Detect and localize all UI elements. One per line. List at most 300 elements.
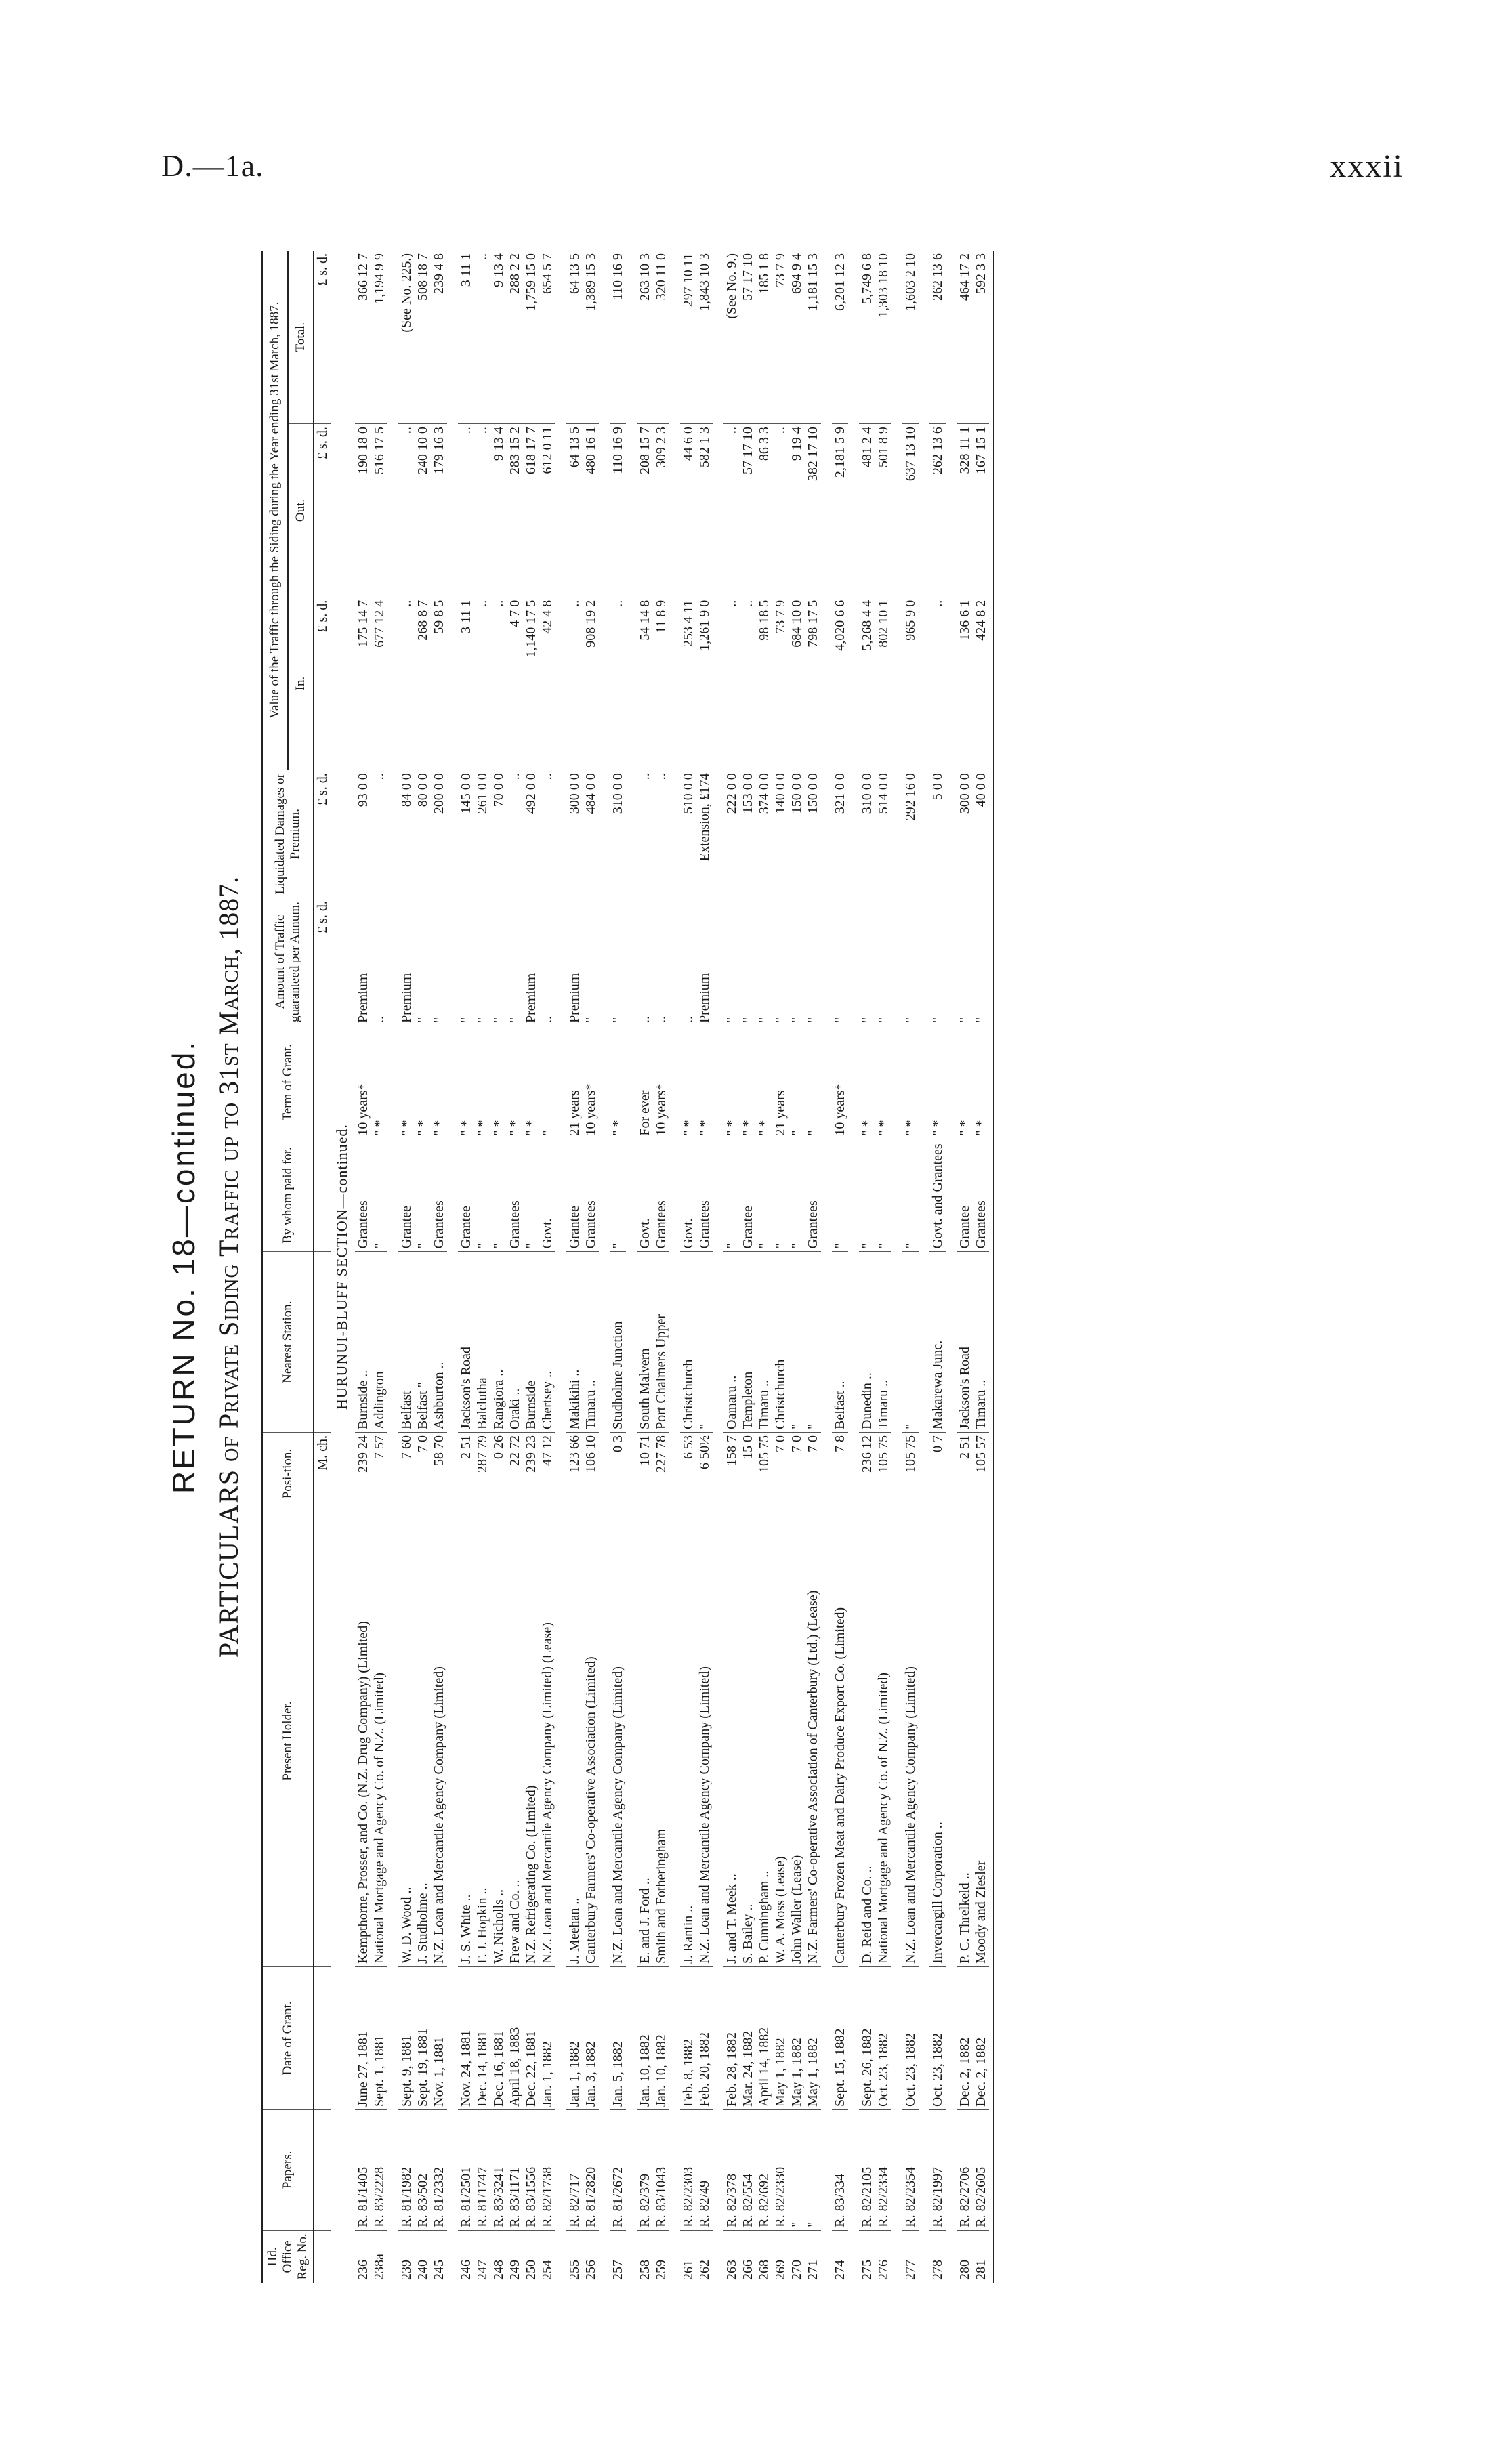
cell-position: 7 60 (398, 1432, 415, 1515)
cell-out: 612 0 11 (539, 424, 555, 597)
cell-damages: 484 0 0 (583, 770, 599, 898)
cell-holder: Frew and Co. .. (507, 1515, 523, 1967)
cell-term: " * (902, 1026, 919, 1139)
cell-station: Dunedin .. (859, 1252, 875, 1433)
cell-out: 480 16 1 (583, 424, 599, 597)
cell-paid: " (772, 1139, 789, 1252)
cell-papers: R. 83/334 (832, 2109, 848, 2230)
siding-traffic-table (261, 251, 994, 2283)
cell-damages: 310 0 0 (610, 770, 626, 898)
table-row (929, 251, 946, 2283)
cell-date: Oct. 23, 1882 (875, 1966, 891, 2109)
cell-reg-no: 269 (772, 2230, 789, 2283)
col-term: Term of Grant. (262, 1026, 314, 1139)
col-papers: Papers. (262, 2109, 314, 2230)
cell-in: .. (566, 597, 583, 770)
col-holder: Present Holder. (262, 1515, 314, 1967)
cell-amount: .. (539, 898, 555, 1026)
table-row (653, 251, 669, 2283)
cell-out: 190 18 0 (355, 424, 371, 597)
cell-position: 6 53 (680, 1432, 696, 1515)
cell-in: 908 19 2 (583, 597, 599, 770)
cell-paid: Govt. (637, 1139, 653, 1252)
row-spacer (848, 251, 859, 2283)
cell-amount: .. (653, 898, 669, 1026)
cell-position: 22 72 (507, 1432, 523, 1515)
cell-term: 10 years* (583, 1026, 599, 1139)
cell-position: 7 57 (371, 1432, 387, 1515)
cell-in: 424 8 2 (973, 597, 989, 770)
unit-position: M. ch. (314, 1432, 331, 1515)
cell-out: 2,181 5 9 (832, 424, 848, 597)
cell-damages: 150 0 0 (789, 770, 805, 898)
cell-in: .. (929, 597, 946, 770)
cell-amount: " (458, 898, 474, 1026)
cell-papers: R. 82/2605 (973, 2109, 989, 2230)
col-hd-office: Hd. Office Reg. No. (262, 2230, 314, 2283)
cell-holder: P. Cunningham .. (756, 1515, 772, 1967)
cell-amount: " (973, 898, 989, 1026)
cell-total: 1,603 2 10 (903, 253, 918, 311)
cell-amount: " (507, 898, 523, 1026)
cell-total: (See No. 225.) (399, 253, 414, 333)
cell-out: 9 19 4 (789, 424, 805, 597)
cell-paid: Grantee (398, 1139, 415, 1252)
table-row (875, 251, 891, 2283)
row-spacer (555, 251, 566, 2283)
cell-holder: Canterbury Farmers' Co-operative Association (Limited) (583, 1515, 599, 1967)
cell-position: 47 12 (539, 1432, 555, 1515)
row-spacer (919, 251, 929, 2283)
cell-holder: F. J. Hopkin .. (474, 1515, 490, 1967)
cell-term: " * (723, 1026, 740, 1139)
cell-date: Dec. 16, 1881 (490, 1966, 507, 2109)
cell-position: 7 8 (832, 1432, 848, 1515)
cell-reg-no: 246 (458, 2230, 474, 2283)
cell-station: Burnside .. (355, 1252, 371, 1433)
cell-holder: J. Studholme .. (415, 1515, 431, 1967)
cell-out: 618 17 7 (523, 424, 539, 597)
cell-station: Timaru .. (756, 1252, 772, 1433)
cell-damages: .. (637, 770, 653, 898)
cell-amount: .. (637, 898, 653, 1026)
cell-papers: R. 82/379 (637, 2109, 653, 2230)
cell-amount: Premium (355, 898, 371, 1026)
cell-term: " * (696, 1026, 713, 1139)
table-row (789, 251, 805, 2283)
cell-papers: R. 82/2334 (875, 2109, 891, 2230)
cell-term: " * (973, 1026, 989, 1139)
cell-date: Jan. 10, 1882 (653, 1966, 669, 2109)
cell-total: 366 12 7 (356, 253, 371, 301)
cell-reg-no: 281 (973, 2230, 989, 2283)
cell-term: " * (398, 1026, 415, 1139)
cell-total: 57 17 10 (740, 253, 755, 301)
cell-reg-no: 245 (431, 2230, 447, 2283)
cell-term: " * (458, 1026, 474, 1139)
cell-amount: " (902, 898, 919, 1026)
cell-papers: R. 81/2501 (458, 2109, 474, 2230)
cell-term: " * (875, 1026, 891, 1139)
cell-reg-no: 257 (610, 2230, 626, 2283)
return-heading: RETURN No. 18—continued. (166, 1039, 201, 1494)
cell-term: " * (507, 1026, 523, 1139)
cell-in: 5,268 4 4 (859, 597, 875, 770)
cell-papers: R. 81/1982 (398, 2109, 415, 2230)
cell-station: Chertsey .. (539, 1252, 555, 1433)
cell-reg-no: 262 (696, 2230, 713, 2283)
cell-damages: 510 0 0 (680, 770, 696, 898)
cell-out: .. (458, 424, 474, 597)
cell-position: 0 26 (490, 1432, 507, 1515)
cell-damages: 150 0 0 (805, 770, 821, 898)
cell-in: .. (474, 597, 490, 770)
cell-term: " * (610, 1026, 626, 1139)
table-row (859, 251, 875, 2283)
cell-paid: Govt. (539, 1139, 555, 1252)
cell-holder: Moody and Ziesler (973, 1515, 989, 1967)
cell-total: 110 16 9 (610, 253, 625, 301)
cell-reg-no: 258 (637, 2230, 653, 2283)
cell-term: " * (415, 1026, 431, 1139)
cell-amount: " (474, 898, 490, 1026)
cell-amount: " (490, 898, 507, 1026)
cell-date: Nov. 1, 1881 (431, 1966, 447, 2109)
cell-out: 637 13 10 (902, 424, 919, 597)
cell-reg-no: 239 (398, 2230, 415, 2283)
cell-paid: Grantees (355, 1139, 371, 1252)
cell-paid: " (723, 1139, 740, 1252)
cell-holder: P. C. Threlkeld .. (957, 1515, 973, 1967)
cell-position: 58 70 (431, 1432, 447, 1515)
cell-date: Feb. 8, 1882 (680, 1966, 696, 2109)
cell-holder: S. Bailey .. (740, 1515, 756, 1967)
cell-total: 1,759 15 0 (524, 253, 539, 311)
cell-in: 684 10 0 (789, 597, 805, 770)
cell-station: Ashburton .. (431, 1252, 447, 1433)
cell-damages: 70 0 0 (490, 770, 507, 898)
table-row (583, 251, 599, 2283)
cell-term: " * (523, 1026, 539, 1139)
cell-in: 42 4 8 (539, 597, 555, 770)
cell-paid: Grantees (696, 1139, 713, 1252)
cell-holder: N.Z. Loan and Mercantile Agency Company (Limited) (431, 1515, 447, 1967)
cell-papers: R. 83/1556 (523, 2109, 539, 2230)
cell-in: 802 10 1 (875, 597, 891, 770)
cell-in: .. (490, 597, 507, 770)
report-reference: D.—1a. (161, 148, 264, 183)
cell-station: Timaru .. (583, 1252, 599, 1433)
cell-holder: Kempthorne, Prosser, and Co. (N.Z. Drug Company) (Limited) (355, 1515, 371, 1967)
cell-out: .. (723, 424, 740, 597)
cell-amount: Premium (566, 898, 583, 1026)
cell-in: 73 7 9 (772, 597, 789, 770)
cell-in: 1,261 9 0 (696, 597, 713, 770)
col-station: Nearest Station. (262, 1252, 314, 1433)
cell-date: Sept. 19, 1881 (415, 1966, 431, 2109)
col-in: In. (288, 597, 314, 770)
cell-papers: R. 82/1997 (929, 2109, 946, 2230)
cell-in: 98 18 5 (756, 597, 772, 770)
cell-out: 582 1 3 (696, 424, 713, 597)
cell-holder: N.Z. Loan and Mercantile Agency Company (Limited) (696, 1515, 713, 1967)
cell-amount: .. (680, 898, 696, 1026)
cell-holder: J. Meehan .. (566, 1515, 583, 1967)
cell-reg-no: 250 (523, 2230, 539, 2283)
cell-out: 382 17 10 (805, 424, 821, 597)
table-row (772, 251, 789, 2283)
cell-position: 6 50½ (696, 1432, 713, 1515)
cell-paid: " (610, 1139, 626, 1252)
cell-amount: " (772, 898, 789, 1026)
cell-total: 1,843 10 3 (697, 253, 712, 311)
cell-station: " (902, 1252, 919, 1433)
cell-date: May 1, 1882 (789, 1966, 805, 2109)
cell-term: " * (680, 1026, 696, 1139)
cell-amount: Premium (398, 898, 415, 1026)
cell-date: June 27, 1881 (355, 1966, 371, 2109)
table-row (490, 251, 507, 2283)
cell-position: 7 0 (772, 1432, 789, 1515)
cell-paid: Grantee (458, 1139, 474, 1252)
cell-paid: " (832, 1139, 848, 1252)
cell-reg-no: 268 (756, 2230, 772, 2283)
cell-position: 7 0 (415, 1432, 431, 1515)
cell-papers: R. 82/49 (696, 2109, 713, 2230)
col-paid: By whom paid for. (262, 1139, 314, 1252)
cell-paid: Grantees (653, 1139, 669, 1252)
cell-date: May 1, 1882 (772, 1966, 789, 2109)
cell-paid: " (756, 1139, 772, 1252)
cell-in: 3 11 1 (458, 597, 474, 770)
col-out: Out. (288, 424, 314, 597)
cell-papers: " (789, 2109, 805, 2230)
cell-station: Templeton (740, 1252, 756, 1433)
cell-paid: Grantees (583, 1139, 599, 1252)
cell-in: 1,140 17 5 (523, 597, 539, 770)
cell-paid: " (789, 1139, 805, 1252)
cell-station: Makarewa Junc. (929, 1252, 946, 1433)
cell-in: .. (740, 597, 756, 770)
cell-damages: 222 0 0 (723, 770, 740, 898)
cell-out: 240 10 0 (415, 424, 431, 597)
table-row (398, 251, 415, 2283)
cell-holder: W. A. Moss (Lease) (772, 1515, 789, 1967)
row-spacer (626, 251, 637, 2283)
cell-out: 44 6 0 (680, 424, 696, 597)
row-spacer (891, 251, 902, 2283)
cell-damages: 200 0 0 (431, 770, 447, 898)
cell-station: " (696, 1252, 713, 1433)
cell-total: 6,201 12 3 (833, 253, 847, 311)
cell-total: 592 3 3 (973, 253, 988, 294)
table-row (696, 251, 713, 2283)
cell-station: Balclutha (474, 1252, 490, 1433)
cell-in: 677 12 4 (371, 597, 387, 770)
cell-damages: Extension, £174 (696, 770, 713, 898)
cell-reg-no: 249 (507, 2230, 523, 2283)
cell-holder: Canterbury Frozen Meat and Dairy Produce Export Co. (Limited) (832, 1515, 848, 1967)
cell-damages: 140 0 0 (772, 770, 789, 898)
cell-paid: " (902, 1139, 919, 1252)
cell-date: Mar. 24, 1882 (740, 1966, 756, 2109)
cell-station: Belfast " (415, 1252, 431, 1433)
cell-papers: " (805, 2109, 821, 2230)
table-row (637, 251, 653, 2283)
cell-station: Burnside (523, 1252, 539, 1433)
cell-papers: R. 82/717 (566, 2109, 583, 2230)
cell-papers: R. 83/2228 (371, 2109, 387, 2230)
cell-total: 1,181 15 3 (805, 253, 820, 311)
cell-damages: 300 0 0 (957, 770, 973, 898)
cell-reg-no: 275 (859, 2230, 875, 2283)
cell-date: Sept. 15, 1882 (832, 1966, 848, 2109)
cell-in: 965 9 0 (902, 597, 919, 770)
cell-paid: " (490, 1139, 507, 1252)
page-number: xxxii (1330, 148, 1404, 184)
cell-amount: " (929, 898, 946, 1026)
cell-out: 167 15 1 (973, 424, 989, 597)
table-row (539, 251, 555, 2283)
cell-position: 7 0 (789, 1432, 805, 1515)
cell-date: April 14, 1882 (756, 1966, 772, 2109)
cell-reg-no: 247 (474, 2230, 490, 2283)
cell-out: 309 2 3 (653, 424, 669, 597)
cell-position: 105 57 (973, 1432, 989, 1515)
col-damages: Liquidated Damages or Premium. (262, 770, 314, 898)
cell-reg-no: 274 (832, 2230, 848, 2283)
cell-station: Rangiora .. (490, 1252, 507, 1433)
row-spacer (599, 251, 610, 2283)
cell-amount: " (415, 898, 431, 1026)
cell-damages: 5 0 0 (929, 770, 946, 898)
cell-amount: " (805, 898, 821, 1026)
cell-papers: R. 82/378 (723, 2109, 740, 2230)
cell-holder: National Mortgage and Agency Co. of N.Z. (Limited) (371, 1515, 387, 1967)
cell-holder: N.Z. Farmers' Co-operative Association of Canterbury (Ltd.) (Lease) (805, 1515, 821, 1967)
cell-reg-no: 236 (355, 2230, 371, 2283)
cell-total: 5,749 6 8 (860, 253, 875, 304)
table-row (458, 251, 474, 2283)
cell-holder: National Mortgage and Agency Co. of N.Z. (Limited) (875, 1515, 891, 1967)
cell-term: 21 years (566, 1026, 583, 1139)
cell-paid: Grantee (957, 1139, 973, 1252)
cell-out: .. (474, 424, 490, 597)
cell-position: 123 66 (566, 1432, 583, 1515)
cell-out: .. (398, 424, 415, 597)
cell-station: South Malvern (637, 1252, 653, 1433)
cell-out: 481 2 4 (859, 424, 875, 597)
cell-holder: Smith and Fotheringham (653, 1515, 669, 1967)
cell-term: 10 years* (653, 1026, 669, 1139)
cell-papers: R. 83/3241 (490, 2109, 507, 2230)
cell-reg-no: 280 (957, 2230, 973, 2283)
cell-out: 283 15 2 (507, 424, 523, 597)
cell-total: 508 18 7 (415, 253, 430, 301)
cell-damages: 514 0 0 (875, 770, 891, 898)
cell-damages: 374 0 0 (756, 770, 772, 898)
cell-date: April 18, 1883 (507, 1966, 523, 2109)
cell-amount: " (583, 898, 599, 1026)
cell-position: 239 23 (523, 1432, 539, 1515)
cell-amount: " (957, 898, 973, 1026)
cell-amount: " (859, 898, 875, 1026)
cell-date: Nov. 24, 1881 (458, 1966, 474, 2109)
cell-term: " * (371, 1026, 387, 1139)
cell-amount: Premium (696, 898, 713, 1026)
cell-paid: " (474, 1139, 490, 1252)
cell-total: 73 7 9 (773, 253, 788, 287)
table-row (973, 251, 989, 2283)
cell-damages: 310 0 0 (859, 770, 875, 898)
cell-paid: " (415, 1139, 431, 1252)
cell-date: Oct. 23, 1882 (902, 1966, 919, 2109)
cell-papers: R. 82/2354 (902, 2109, 919, 2230)
cell-damages: 153 0 0 (740, 770, 756, 898)
cell-holder: John Waller (Lease) (789, 1515, 805, 1967)
cell-papers: R. 81/2332 (431, 2109, 447, 2230)
table-row (680, 251, 696, 2283)
cell-term: 10 years* (355, 1026, 371, 1139)
cell-out: 262 13 6 (929, 424, 946, 597)
table-row (474, 251, 490, 2283)
cell-paid: Govt. and Grantees (929, 1139, 946, 1252)
cell-station: Jackson's Road (458, 1252, 474, 1433)
cell-station: " (805, 1252, 821, 1433)
table-row (371, 251, 387, 2283)
cell-papers: R. 82/2330 (772, 2109, 789, 2230)
cell-station: Addington (371, 1252, 387, 1433)
cell-reg-no: 254 (539, 2230, 555, 2283)
cell-position: 15 0 (740, 1432, 756, 1515)
cell-amount: .. (371, 898, 387, 1026)
cell-total: 263 10 3 (637, 253, 652, 301)
cell-holder: E. and J. Ford .. (637, 1515, 653, 1967)
cell-out: 110 16 9 (610, 424, 626, 597)
particulars-heading: PARTICULARS of Private Siding Traffic up to 31st March, 1887. (213, 875, 244, 1658)
cell-damages: 492 0 0 (523, 770, 539, 898)
cell-position: 158 7 (723, 1432, 740, 1515)
row-spacer (447, 251, 458, 2283)
cell-in: 175 14 7 (355, 597, 371, 770)
cell-position: 227 78 (653, 1432, 669, 1515)
col-date: Date of Grant. (262, 1966, 314, 2109)
cell-in: .. (610, 597, 626, 770)
cell-out: 516 17 5 (371, 424, 387, 597)
cell-damages: 292 16 0 (902, 770, 919, 898)
cell-holder: J. and T. Meek .. (723, 1515, 740, 1967)
cell-position: 2 51 (957, 1432, 973, 1515)
table-row (723, 251, 740, 2283)
cell-station: Studholme Junction (610, 1252, 626, 1433)
cell-in: 4,020 6 6 (832, 597, 848, 770)
cell-in: 268 8 7 (415, 597, 431, 770)
cell-damages: 145 0 0 (458, 770, 474, 898)
cell-reg-no: 261 (680, 2230, 696, 2283)
cell-date: Sept. 9, 1881 (398, 1966, 415, 2109)
cell-papers: R. 82/554 (740, 2109, 756, 2230)
cell-paid: " (875, 1139, 891, 1252)
cell-out: 328 11 1 (957, 424, 973, 597)
table-row (832, 251, 848, 2283)
cell-reg-no: 263 (723, 2230, 740, 2283)
cell-total: 288 2 2 (507, 253, 522, 294)
cell-reg-no: 248 (490, 2230, 507, 2283)
unit-total: £ s. d. (315, 253, 330, 286)
cell-date: Feb. 20, 1882 (696, 1966, 713, 2109)
unit-damages: £ s. d. (314, 770, 331, 898)
cell-papers: R. 82/692 (756, 2109, 772, 2230)
